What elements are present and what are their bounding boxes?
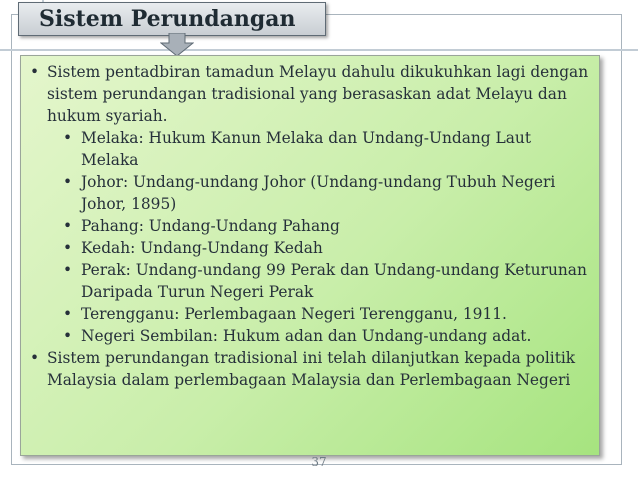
title-box [18,2,326,36]
sub-bullet-item: • Perak: Undang-undang 99 Perak dan Undang-undang Keturunan Daripada Turun Negeri Perak [27,259,593,303]
bullet-item: • Sistem perundangan tradisional ini telah dilanjutkan kepada politik Malaysia dalam perlembagaan Malaysia dan Perlembagaan Negeri [27,347,593,391]
sub-bullet-item: • Terengganu: Perlembagaan Negeri Terengganu, 1911. [27,303,593,325]
bullet-list [27,61,593,391]
sub-bullet-item: • Melaka: Hukum Kanun Melaka dan Undang-Undang Laut Melaka [27,127,593,171]
sub-bullet-item: • Pahang: Undang-Undang Pahang [27,215,593,237]
content-box [20,55,600,456]
page-number: 37 [311,455,327,469]
sub-bullet-item: • Kedah: Undang-Undang Kedah [27,237,593,259]
sub-bullet-item: • Negeri Sembilan: Hukum adan dan Undang-undang adat. [27,325,593,347]
down-arrow-icon [160,33,194,57]
bullet-item: • Sistem pentadbiran tamadun Melayu dahulu dikukuhkan lagi dengan sistem perundangan tradisional yang berasaskan adat Melayu dan hukum syariah. [27,61,593,127]
decorative-divider-line [0,49,638,51]
slide-title: Sistem Perundangan [39,6,296,32]
sub-bullet-item: • Johor: Undang-undang Johor (Undang-undang Tubuh Negeri Johor, 1895) [27,171,593,215]
